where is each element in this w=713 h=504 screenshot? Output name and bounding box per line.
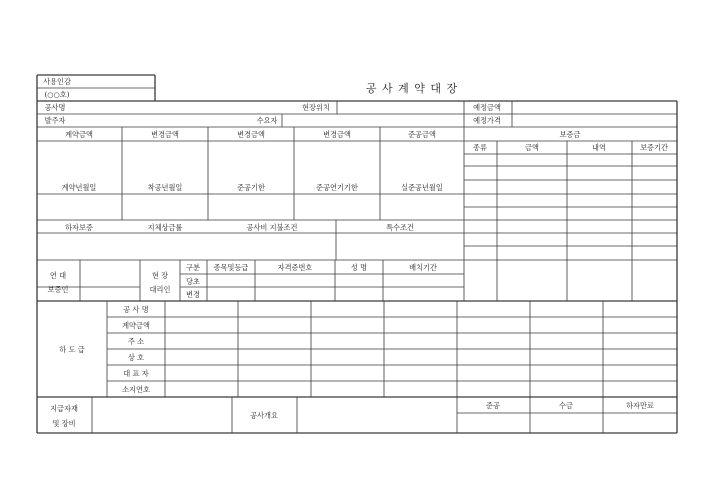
guarantee-col-type: 종류 [473, 143, 487, 152]
sub-field-contract-amount: 계약금액 [122, 321, 150, 330]
footer-col-collection: 수금 [559, 401, 573, 410]
agent-col-period: 배치기간 [409, 263, 437, 272]
guarantee-title: 보증금 [559, 130, 581, 139]
contract-amount-label: 계약금액 [65, 130, 93, 139]
agent-row-original: 당초 [186, 277, 200, 286]
project-name-label: 공사명 [44, 103, 66, 112]
sub-field-license-number: 소지연호 [122, 385, 150, 394]
stamp-number: (○○호) [44, 90, 70, 99]
agent-col-license: 자격증번호 [277, 263, 313, 272]
contract-date-label: 계약년월일 [61, 183, 97, 192]
footer-col-completion: 준공 [486, 401, 500, 410]
planned-amount-label: 예정금액 [473, 103, 501, 112]
guarantee-col-period: 보증기간 [640, 143, 668, 152]
agent-row-changed: 변경 [186, 290, 200, 299]
grid-vertical-lines [37, 75, 677, 433]
change-amount-2-label: 변경금액 [237, 130, 265, 139]
site-agent-label-2: 대리인 [149, 285, 171, 294]
completion-deadline-label: 준공기한 [237, 183, 265, 192]
defect-warranty-label: 하자보증 [65, 223, 93, 232]
joint-guarantor-label-2: 보증인 [47, 285, 69, 294]
sub-field-company: 상 호 [127, 353, 145, 362]
agent-col-grade: 종목및등급 [213, 263, 249, 272]
special-terms-label: 특수조건 [386, 223, 414, 232]
supplied-materials-label-2: 및 장비 [52, 419, 76, 428]
start-date-label: 착공년월일 [147, 183, 183, 192]
extended-deadline-label: 준공연기기한 [316, 183, 358, 192]
sub-field-address: 주 소 [127, 337, 145, 346]
actual-completion-date-label: 실준공년월일 [401, 183, 443, 192]
sub-field-project-name: 공 사 명 [123, 305, 149, 314]
guarantee-col-amount: 금액 [525, 143, 539, 152]
subcontract-label: 하 도 급 [59, 345, 85, 354]
stamp-label: 사용인감 [43, 77, 71, 86]
change-amount-3-label: 변경금액 [323, 130, 351, 139]
delay-penalty-label: 지체상금률 [147, 223, 183, 232]
site-location-label: 현장위치 [302, 103, 330, 112]
joint-guarantor-label-1: 연 대 [49, 271, 67, 280]
payment-terms-label: 공사비 지불조건 [246, 223, 298, 232]
planned-price-label: 예정가격 [473, 116, 501, 125]
guarantee-col-details: 내역 [592, 143, 606, 152]
completion-amount-label: 준공금액 [408, 130, 436, 139]
consumer-label: 수요자 [256, 116, 278, 125]
change-amount-1-label: 변경금액 [151, 130, 179, 139]
project-overview-label: 공사개요 [250, 411, 278, 420]
page-title: 공 사 계 약 대 장 [365, 82, 459, 95]
agent-col-name: 성 명 [350, 263, 368, 272]
grid-horizontal-lines [37, 75, 677, 433]
supplied-materials-label-1: 지급자재 [50, 404, 78, 413]
footer-col-warranty-expiry: 하자만료 [626, 401, 654, 410]
client-label: 발주자 [44, 116, 66, 125]
agent-col-category: 구분 [186, 263, 200, 272]
site-agent-label-1: 현 장 [151, 271, 169, 280]
sub-field-representative: 대 표 자 [123, 369, 149, 378]
